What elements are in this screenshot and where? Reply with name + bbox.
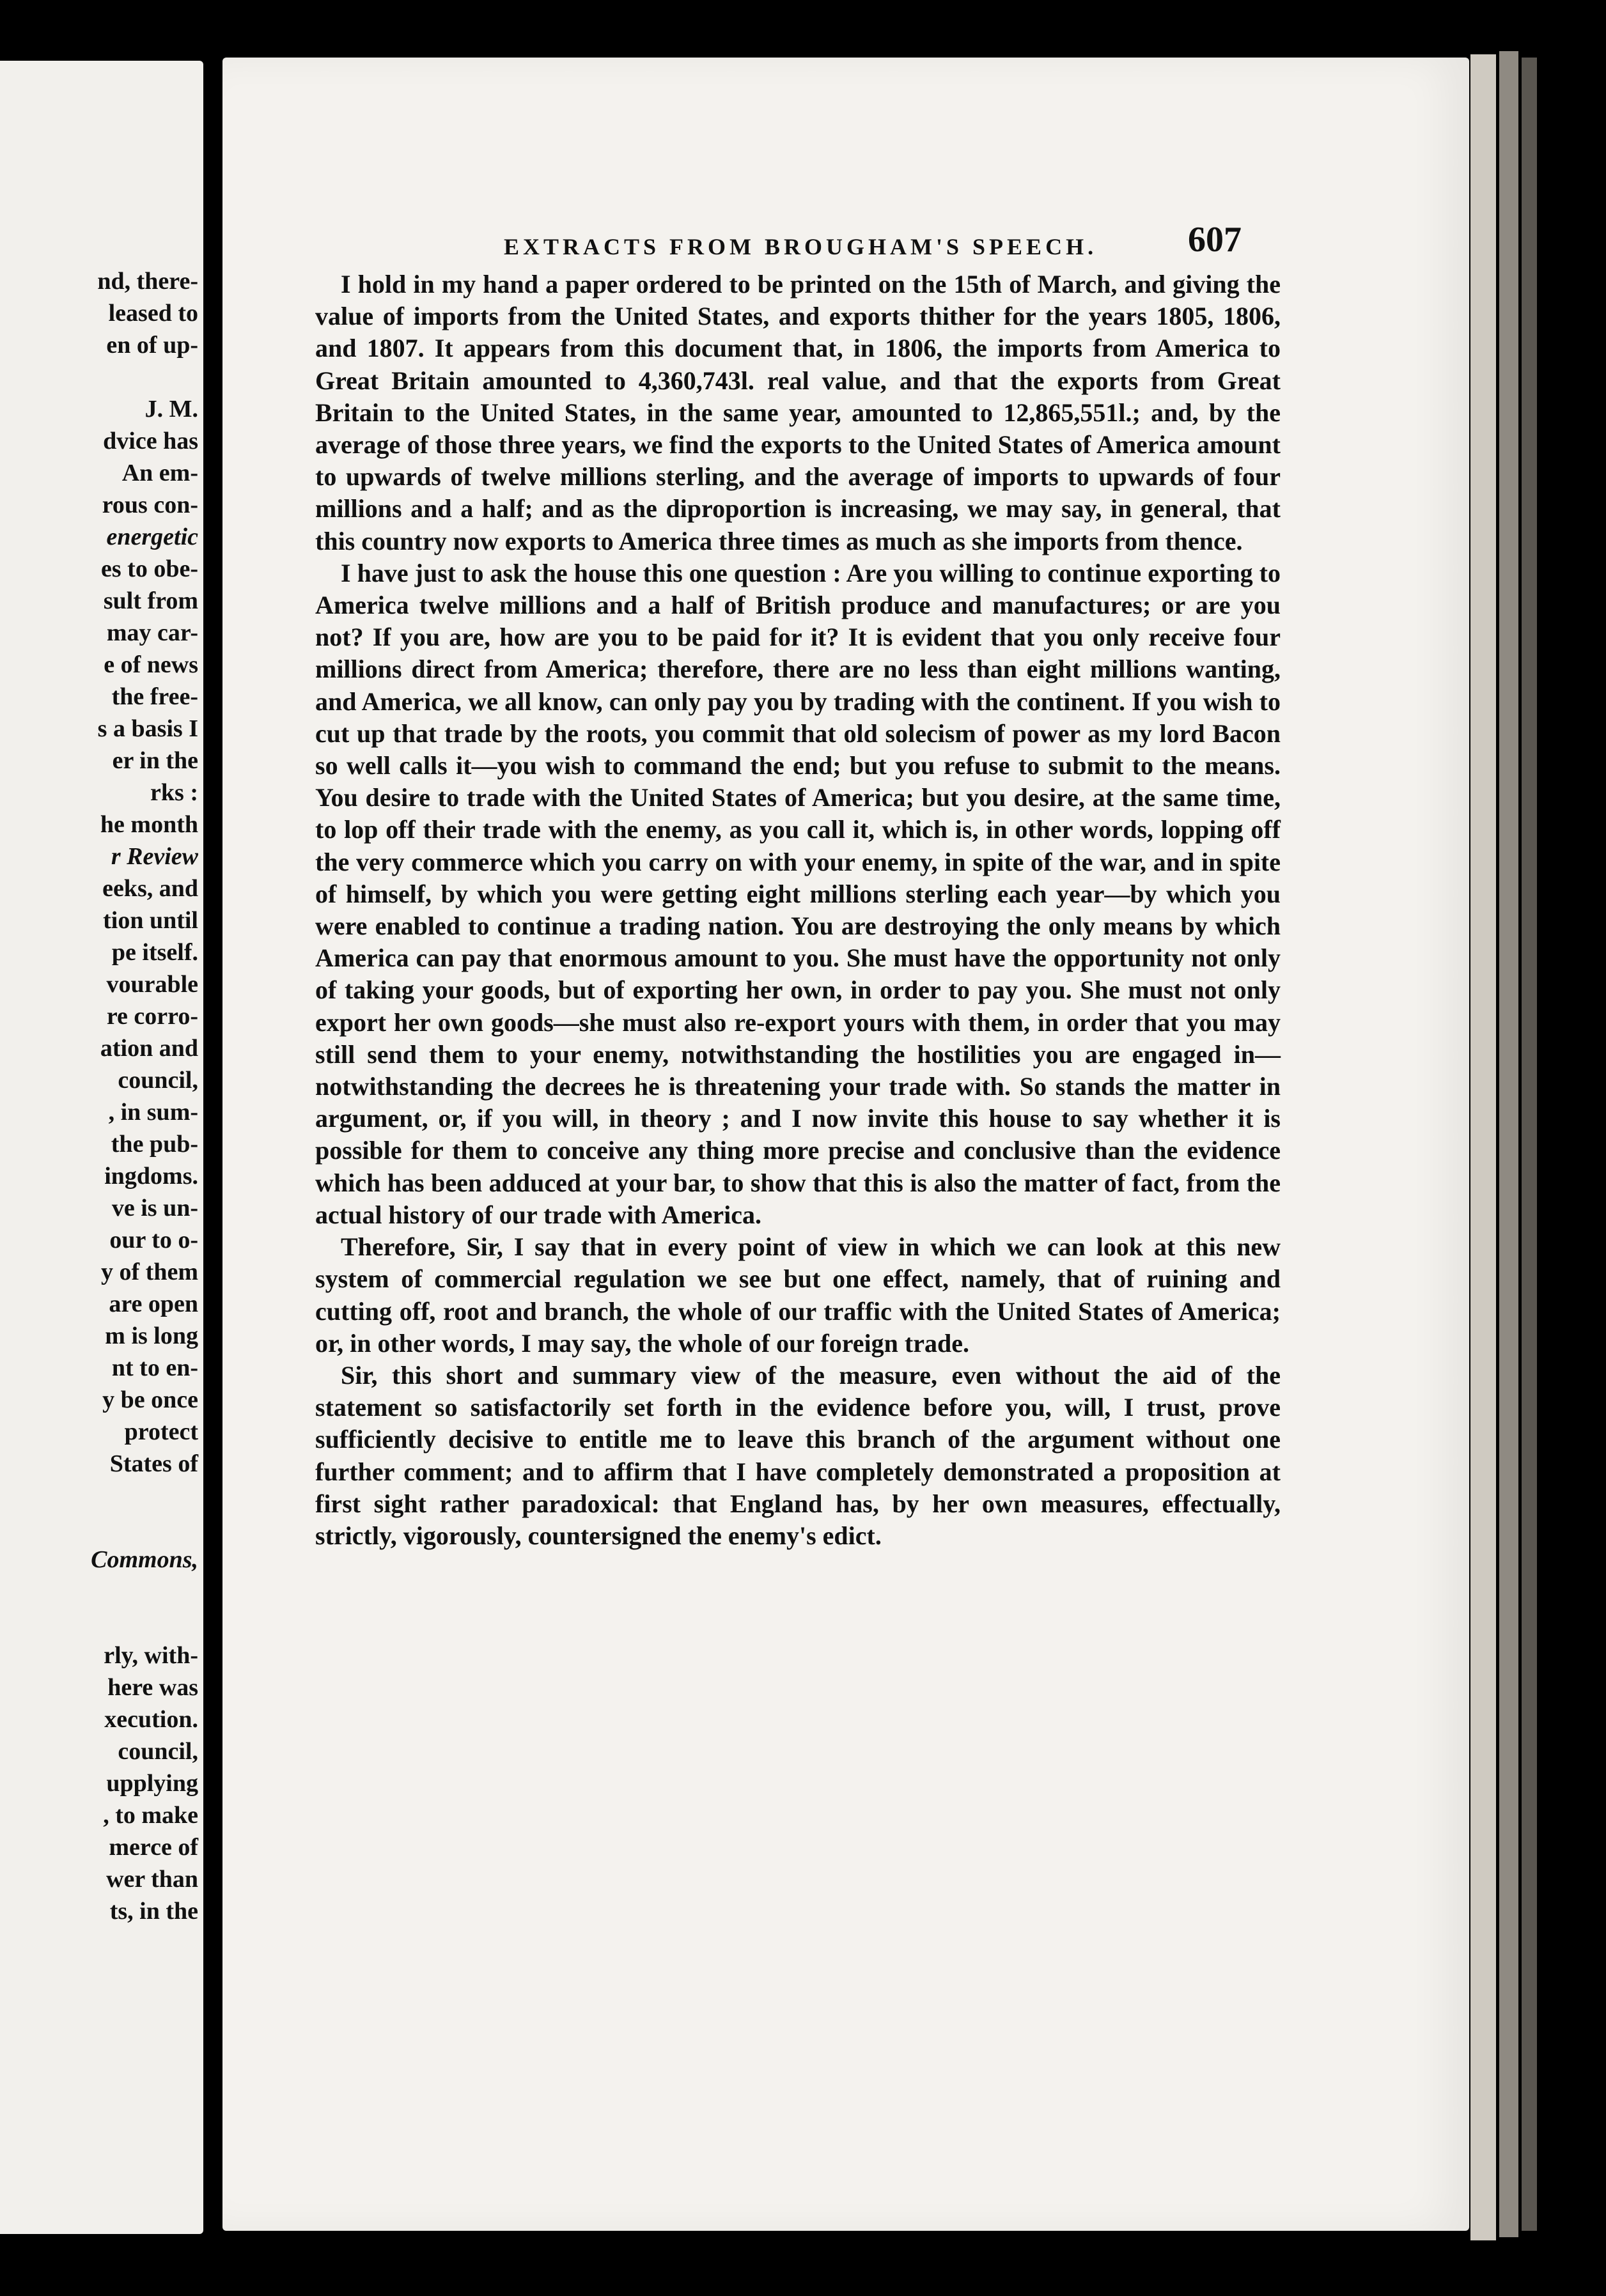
left-page-text-column <box>0 265 203 1927</box>
left-page-line: wer than <box>106 1866 198 1893</box>
left-page-line: the pub- <box>111 1131 198 1158</box>
left-page-line: tion until <box>103 907 198 934</box>
left-page-line: e of news <box>104 651 198 678</box>
left-page-line: pe itself. <box>111 939 198 966</box>
left-page-line <box>0 1576 203 1608</box>
binding-edge-strip <box>1522 58 1537 2231</box>
left-page-line <box>0 1608 203 1640</box>
left-page-line: rous con- <box>102 492 198 518</box>
left-page-line: ation and <box>100 1035 198 1062</box>
page-edge-strip <box>1499 51 1518 2237</box>
left-page-line: nt to en- <box>111 1354 198 1381</box>
left-page-line: xecution. <box>104 1706 198 1733</box>
left-page-line: merce of <box>109 1834 198 1861</box>
left-page-line: vourable <box>106 971 198 998</box>
left-page-line: re corro- <box>106 1003 198 1030</box>
left-page-line: our to o- <box>109 1227 198 1253</box>
left-page-line: he month <box>100 811 198 838</box>
left-page-line: nd, there- <box>97 268 198 295</box>
left-page-line: en of up- <box>106 332 198 359</box>
left-page-line: dvice has <box>103 428 198 454</box>
paragraph-2: I have just to ask the house this one question : Are you willing to continue exporting to America twelve millions and a half of British produce and manufactures; or are you not? If you are, how are you to be paid for it? It is evident that you only receive four millions direct from America; therefore, there are no less than eight millions wanting, and America, we all know, can only pay you by trading with the continent. If you wish to cut up that trade by the roots, you commit that old solecism of power as my lord Bacon so well calls it—you wish to command the end; but you refuse to submit to the means. You desire to trade with the United States of America; but you desire, at the same time, to lop off their trade with the enemy, as you call it, which is, in other words, lopping off the very commerce which you carry on with your enemy, in spite of the war, and in spite of himself, by which you were getting eight millions sterling each year—by which you were enabled to continue a trading nation. You are destroying the only means by which America can pay that enormous amount to you. She must have the opportunity not only of taking your goods, but of exporting her own, in order to pay you. She must not only export her own goods—she must also re-export yours with them, in order that you may still send them to your enemy, notwithstanding the hostilities you are engaged in—notwithstanding the decrees he is threatening your trade with. So stands the matter in argument, or, if you will, in theory ; and I now invite this house to say whether it is possible for them to conceive any thing more precise and conclusive than the evidence which has been adduced at your bar, to show that this is also the matter of fact, from the actual history of our trade with America. <box>315 558 1281 1229</box>
left-page-line: , to make <box>103 1802 198 1829</box>
left-page-line: J. M. <box>144 396 198 423</box>
body-text <box>315 268 1281 1552</box>
left-page-line: energetic <box>106 524 198 550</box>
left-page-line: sult from <box>103 587 198 614</box>
left-page-line: r Review <box>111 843 198 870</box>
left-page-line: ts, in the <box>109 1898 198 1925</box>
left-page-line: er in the <box>112 747 198 774</box>
left-page-line: y be once <box>102 1386 198 1413</box>
page-edge-strip <box>1470 54 1496 2240</box>
left-page-line: ve is un- <box>111 1195 198 1222</box>
left-page-line: ingdoms. <box>104 1163 198 1190</box>
left-page-line: y of them <box>101 1259 198 1285</box>
left-page-line: m is long <box>105 1323 198 1349</box>
left-page-line: the free- <box>111 683 198 710</box>
left-page-line: rly, with- <box>104 1642 198 1669</box>
left-page-line: eeks, and <box>102 875 198 902</box>
left-page-line: leased to <box>108 300 198 327</box>
left-page-line: rks : <box>150 779 198 806</box>
left-page-line: upplying <box>106 1770 198 1797</box>
left-page-line <box>0 1512 203 1544</box>
paragraph-4: Sir, this short and summary view of the measure, even without the aid of the statement so satisfactorily set forth in the evidence before you, will, I trust, prove sufficiently decisive to entitle me to leave this branch of the argument without one further comment; and to affirm that I have completely demonstrated a proposition at first sight rather paradoxical: that England has, by her own measures, effectually, strictly, vigorously, countersigned the enemy's edict. <box>315 1360 1281 1550</box>
paragraph-3: Therefore, Sir, I say that in every point of view in which we can look at this new system of commercial regulation we see but one effect, namely, that of ruining and cutting off, root and branch, the whole of our traffic with the United States of America; or, in other words, I may say, the whole of our foreign trade. <box>315 1232 1281 1358</box>
page-number: 607 <box>1188 220 1242 260</box>
left-page-line: are open <box>109 1291 198 1317</box>
left-page-line: may car- <box>106 619 198 646</box>
left-page-line: council, <box>118 1738 198 1765</box>
page-header <box>222 208 1469 265</box>
left-page-line: An em- <box>121 460 198 486</box>
left-page-line: council, <box>118 1067 198 1094</box>
paragraph-1: I hold in my hand a paper ordered to be printed on the 15th of March, and giving the value of imports from the United States, and exports thither for the years 1805, 1806, and 1807. It appears from this document that, in 1806, the imports from America to Great Britain amounted to 4,360,743l. real value, and that the exports from Great Britain to the United States, in the same year, amounted to 12,865,551l.; and, by the average of those three years, we find the exports to the United States of America amount to upwards of twelve millions sterling, and the average of imports to upwards of four millions and a half; and as the diproportion is increasing, we may say, in general, that this country now exports to America three times as much as she imports from thence. <box>315 270 1281 555</box>
left-page-line: here was <box>107 1674 198 1701</box>
left-page-line: protect <box>124 1418 198 1445</box>
left-facing-page <box>0 61 203 2234</box>
left-page-line: es to obe- <box>101 555 198 582</box>
left-page-line: States of <box>109 1450 198 1477</box>
main-page <box>222 58 1469 2231</box>
left-page-line: Commons, <box>91 1546 198 1573</box>
running-head: EXTRACTS FROM BROUGHAM'S SPEECH. <box>504 234 1098 260</box>
left-page-line <box>0 361 203 393</box>
left-page-line: , in sum- <box>108 1099 198 1126</box>
left-page-line <box>0 1480 203 1512</box>
left-page-line: s a basis I <box>97 715 198 742</box>
